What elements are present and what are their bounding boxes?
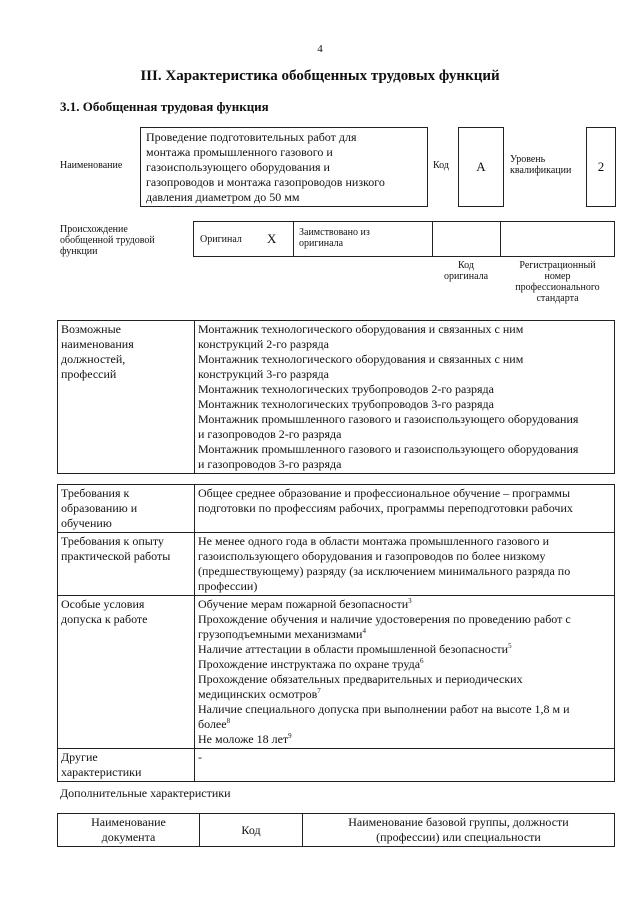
special-item-text: Наличие аттестации в области промышленной безопасности (198, 642, 509, 656)
label-line: практической работы (61, 549, 171, 563)
page-number: 4 (317, 43, 323, 55)
special-item-text: Наличие специального допуска при выполнении работ на высоте 1,8 м и (198, 702, 570, 716)
special-item (198, 672, 611, 687)
footnote-ref: 9 (288, 732, 292, 740)
code-label: Код (433, 160, 449, 171)
borrowed-label-line: Заимствовано из (299, 227, 370, 238)
caption-line: оригинала (443, 271, 489, 282)
requirements-table (57, 484, 615, 782)
special-item (198, 597, 611, 612)
special-item-text: Обучение мерам пожарной безопасности (198, 597, 409, 611)
value-line: профессии) (198, 579, 258, 593)
borrowed-label (299, 227, 370, 249)
borrowed-label-line: оригинала (299, 238, 344, 249)
origin-box (193, 221, 615, 257)
positions-list (195, 321, 615, 474)
label-line: наименования (61, 337, 134, 351)
position-item: Монтажник технологических трубопроводов 2-го разряда (198, 382, 494, 396)
label-line: допуска к работе (61, 612, 148, 626)
special-item (198, 657, 611, 672)
header-line: документа (101, 830, 156, 844)
special-item (198, 717, 611, 732)
level-value: 2 (586, 127, 616, 207)
special-item-text: Не моложе 18 лет (198, 732, 289, 746)
special-item (198, 702, 611, 717)
positions-label (58, 321, 195, 474)
footnote-ref: 6 (420, 657, 424, 665)
header-line: (профессии) или специальности (376, 830, 541, 844)
position-item: Монтажник промышленного газового и газоиспользующего оборудования (198, 412, 579, 426)
origin-label (60, 224, 155, 257)
label-line: образованию и (61, 501, 138, 515)
subsection-title: 3.1. Обобщенная трудовая функция (60, 99, 269, 114)
footnote-ref: 8 (226, 717, 231, 725)
gtf-name-line: давления диаметром до 50 мм (146, 190, 300, 204)
caption-line: Регистрационный (519, 260, 596, 271)
caption-line: номер (544, 271, 571, 282)
doc-name-header (58, 814, 200, 847)
experience-label (58, 533, 195, 596)
special-item-text: Прохождение обучения и наличие удостоверения по проведению работ с (198, 612, 571, 626)
gtf-name-line: Проведение подготовительных работ для (146, 130, 357, 144)
special-item (198, 642, 611, 657)
education-label (58, 485, 195, 533)
code-original-caption (432, 260, 500, 282)
special-item-text: Прохождение инструктажа по охране труда (198, 657, 421, 671)
level-label (510, 154, 571, 176)
additional-title: Дополнительные характеристики (60, 786, 231, 800)
footnote-ref: 7 (317, 687, 321, 695)
value-line: (предшествующему) разряду (за исключением минимального разряда по (198, 564, 571, 578)
gtf-name-line: монтажа промышленного газового и (146, 145, 333, 159)
group-header (303, 814, 615, 847)
special-item (198, 687, 611, 702)
level-label-line: квалификации (510, 165, 572, 176)
position-item: Монтажник промышленного газового и газоиспользующего оборудования (198, 442, 579, 456)
origin-label-line: Происхождение (60, 224, 128, 235)
level-label-line: Уровень (510, 154, 546, 165)
value-line: Не менее одного года в области монтажа промышленного газового и (198, 534, 550, 548)
footnote-ref: 3 (408, 597, 412, 605)
code-value: А (458, 127, 504, 207)
section-title: III. Характеристика обобщенных трудовых функций (140, 68, 500, 84)
header-line: Наименование базовой группы, должности (348, 815, 569, 829)
special-item (198, 732, 611, 747)
value-line: газоиспользующего оборудования и газопроводов по более низкому (198, 549, 546, 563)
reg-number-caption (500, 260, 615, 304)
position-item: и газопроводов 3-го разряда (198, 457, 342, 471)
origin-label-line: функции (60, 246, 98, 257)
special-item-text: грузоподъемными механизмами (198, 627, 363, 641)
education-value (195, 485, 615, 533)
special-conditions-label (58, 596, 195, 749)
special-item-text: медицинских осмотров (198, 687, 318, 701)
other-label (58, 749, 195, 782)
origin-label-line: обобщенной трудовой (60, 235, 155, 246)
gtf-name-line: газопроводов и монтажа газопроводов низкого (146, 175, 385, 189)
caption-line: Код (458, 260, 474, 271)
position-item: и газопроводов 2-го разряда (198, 427, 342, 441)
label-line: Требования к опыту (61, 534, 164, 548)
code-header: Код (200, 814, 303, 847)
label-line: должностей, (61, 352, 126, 366)
special-item (198, 627, 611, 642)
positions-table (57, 320, 615, 474)
label-line: обучению (61, 516, 112, 530)
special-item (198, 612, 611, 627)
value-line: Общее среднее образование и профессиональное обучение – программы (198, 486, 571, 500)
other-value: - (195, 749, 615, 782)
value-line: подготовки по профессиям рабочих, программы переподготовки рабочих (198, 501, 573, 515)
gtf-name-box (140, 127, 428, 207)
label-line: Возможные (61, 322, 121, 336)
position-item: конструкций 2-го разряда (198, 337, 329, 351)
special-item-text: более (198, 717, 227, 731)
special-item-text: Прохождение обязательных предварительных и периодических (198, 672, 523, 686)
name-label: Наименование (60, 160, 123, 171)
position-item: Монтажник технологического оборудования и связанных с ним (198, 352, 524, 366)
footnote-ref: 4 (362, 627, 366, 635)
caption-line: профессионального (515, 282, 600, 293)
position-item: конструкций 3-го разряда (198, 367, 329, 381)
position-item: Монтажник технологических трубопроводов 3-го разряда (198, 397, 494, 411)
original-label: Оригинал (200, 234, 242, 245)
label-line: Особые условия (61, 597, 145, 611)
label-line: Другие (61, 750, 98, 764)
original-mark: X (267, 231, 277, 246)
label-line: профессий (61, 367, 117, 381)
label-line: характеристики (61, 765, 142, 779)
experience-value (195, 533, 615, 596)
special-conditions-list (195, 596, 615, 749)
additional-table (57, 813, 615, 847)
gtf-name-line: газоиспользующего оборудования и (146, 160, 330, 174)
caption-line: стандарта (536, 293, 579, 304)
label-line: Требования к (61, 486, 130, 500)
position-item: Монтажник технологического оборудования и связанных с ним (198, 322, 524, 336)
header-line: Наименование (91, 815, 166, 829)
footnote-ref: 5 (508, 642, 512, 650)
